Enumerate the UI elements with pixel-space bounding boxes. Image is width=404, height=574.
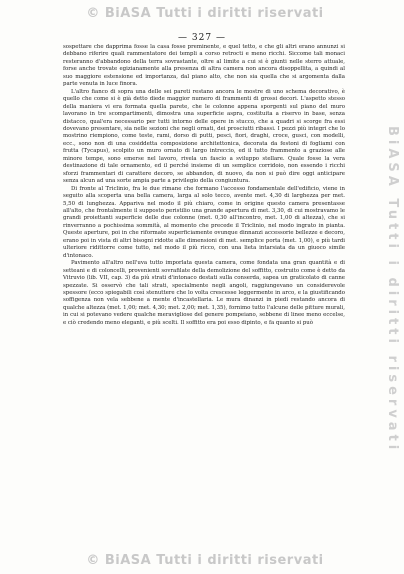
watermark-side: BiASA Tutti i diritti riservati (385, 126, 400, 454)
body-text (63, 44, 345, 327)
paragraph: sospettare che dapprima fosse la casa fosse preminente, e quel tetto, e che gli altri erano annunzi si debbano riferire quali rammentatore dei templi a corso retrocti e meno ricchi. Siccome tali monaci resteranno d'abbandono della terra sovrastante, oltre al limite a cui si è giunti nelle sterro attuale, forse anche trovate egizianamente alla presenza di altra camera non ancora disoppellita, a quindi al suo maggiore estensione ed importanza, dal piano alto, che non sia quella che si argomenta dalla parte venuta in luce finora. (63, 44, 345, 88)
paragraph: L'altro fianco di sopra una delle sei pareti restano ancora le mostre di uno schema decorativo, è quello che come si è già detto diede maggior numero di frammenti di grossi decori. L'aspetto stesso della maniera vi era formata quella parete, che le colonne appena sporgenti sul piano del muro lavorano in tre scompartimenti, dimostra una superficie aspra, costituita a riservo in base, senza distacco, qual'era necessario per tutti intorno delle opere in stucco, che a quadri si scorge fra essi dovevano presentare, sia nelle sezioni che negli ornati, dei prosciutti ribassi. I pezzi più integri che lo mostrino riempiono, come teste, rami, dorso di putti, pesci, fiori, draghi, croce, gusci, con modelli, ecc., sono non di una cosiddetta composizione architettonica, decorata da festoni di fogliami con frutta (Tycapus), scolpito un muro ornato di largo intreccio, ed il tutto frammento a graziose alle minore tempe, sono emerse nel lavoro, rivela un fascio a sviluppo stellare. Quale fosse la vera destinazione di tale ornamento, ed il perché insieme di un semplice corridoio, non essendo i ricchi sforzi frammentari di carattere decoro, se abbandon, di nuovo, da non si può dire oggi anticipare senza alcun ad una sorte ampia parte a privilegio della congiuntura. (63, 88, 345, 185)
paragraph: Pavimento all'altro nell'uva tutto imporlata questa camera, come fondata una gran quantità e di setteani e di coloncelli, provenienti sovrafilate della demolizione del soffitto, costruito come è detto da Vitruvio (lib. VII, cap. 3) da più strati d'intonaco destati sulla conserda, sapea un graticolato di canne spezzate. Si osservò che tali strati, specialmente negli angoli, raggiungevano un considerevole spessore (ecco spiegabili così stenuttere che lo volta crescesse leggermente in arco, e la giustificando soffigenza non vela sebbene a mente d'incastellaria. Le mura dinanzi in piedi restando ancora di qualche altezza (met. 1,00; met. 4,30; met. 2,00; met. 1,35), fornimo tutto l'alcune delle pitture murali, in cui si potevano vedere qualche meravigliose del genere pompeiano, sebbene di linee meno eccelse, e ciò credendo meno eleganti, e più scelti. Il soffitto era poi esso dipinto, e fa quanto si può (63, 260, 345, 326)
watermark-top: © BiASA Tutti i diritti riservati (86, 6, 324, 21)
page-number: — 327 — (178, 33, 226, 43)
watermark-bottom: © BiASA Tutti i diritti riservati (86, 553, 324, 568)
paragraph: Di fronte al Triclinio, fra le due rimane che formano l'accesso fondamentale dell'edificio, viene in seguito alla scoperta una bella camera, larga al solo tecco, avente met. 4,30 di larghezza per met. 5,50 di lunghezza. Appariva nel modo il più chiaro, come in origine questo camera presentasse all'alto, che frontalmente il supposto peristilio una grande apertura di met. 3,30, di cui mostravamo le grandi proiettanti superficie delle due colonne (met. 0,30 all'incontro, met. 1,00 di altezza), che si rinverranno a pochissima sommità, al momento che precede il Triclinio, nel modo ingrato in pianta. Queste aperture, poi in che riformate superficiamente ovunque dinnanzi accessorie bellezze e decoro, erano poi in vista di altri bisogni ridotte alle dimensioni di met. semplice porta (met. 1,00), e più tardi ulteriore ridittorre come tutto, nel modo il più ricco, con una lieta intarsiata da un giuoco simile d'intonaco. (63, 185, 345, 259)
